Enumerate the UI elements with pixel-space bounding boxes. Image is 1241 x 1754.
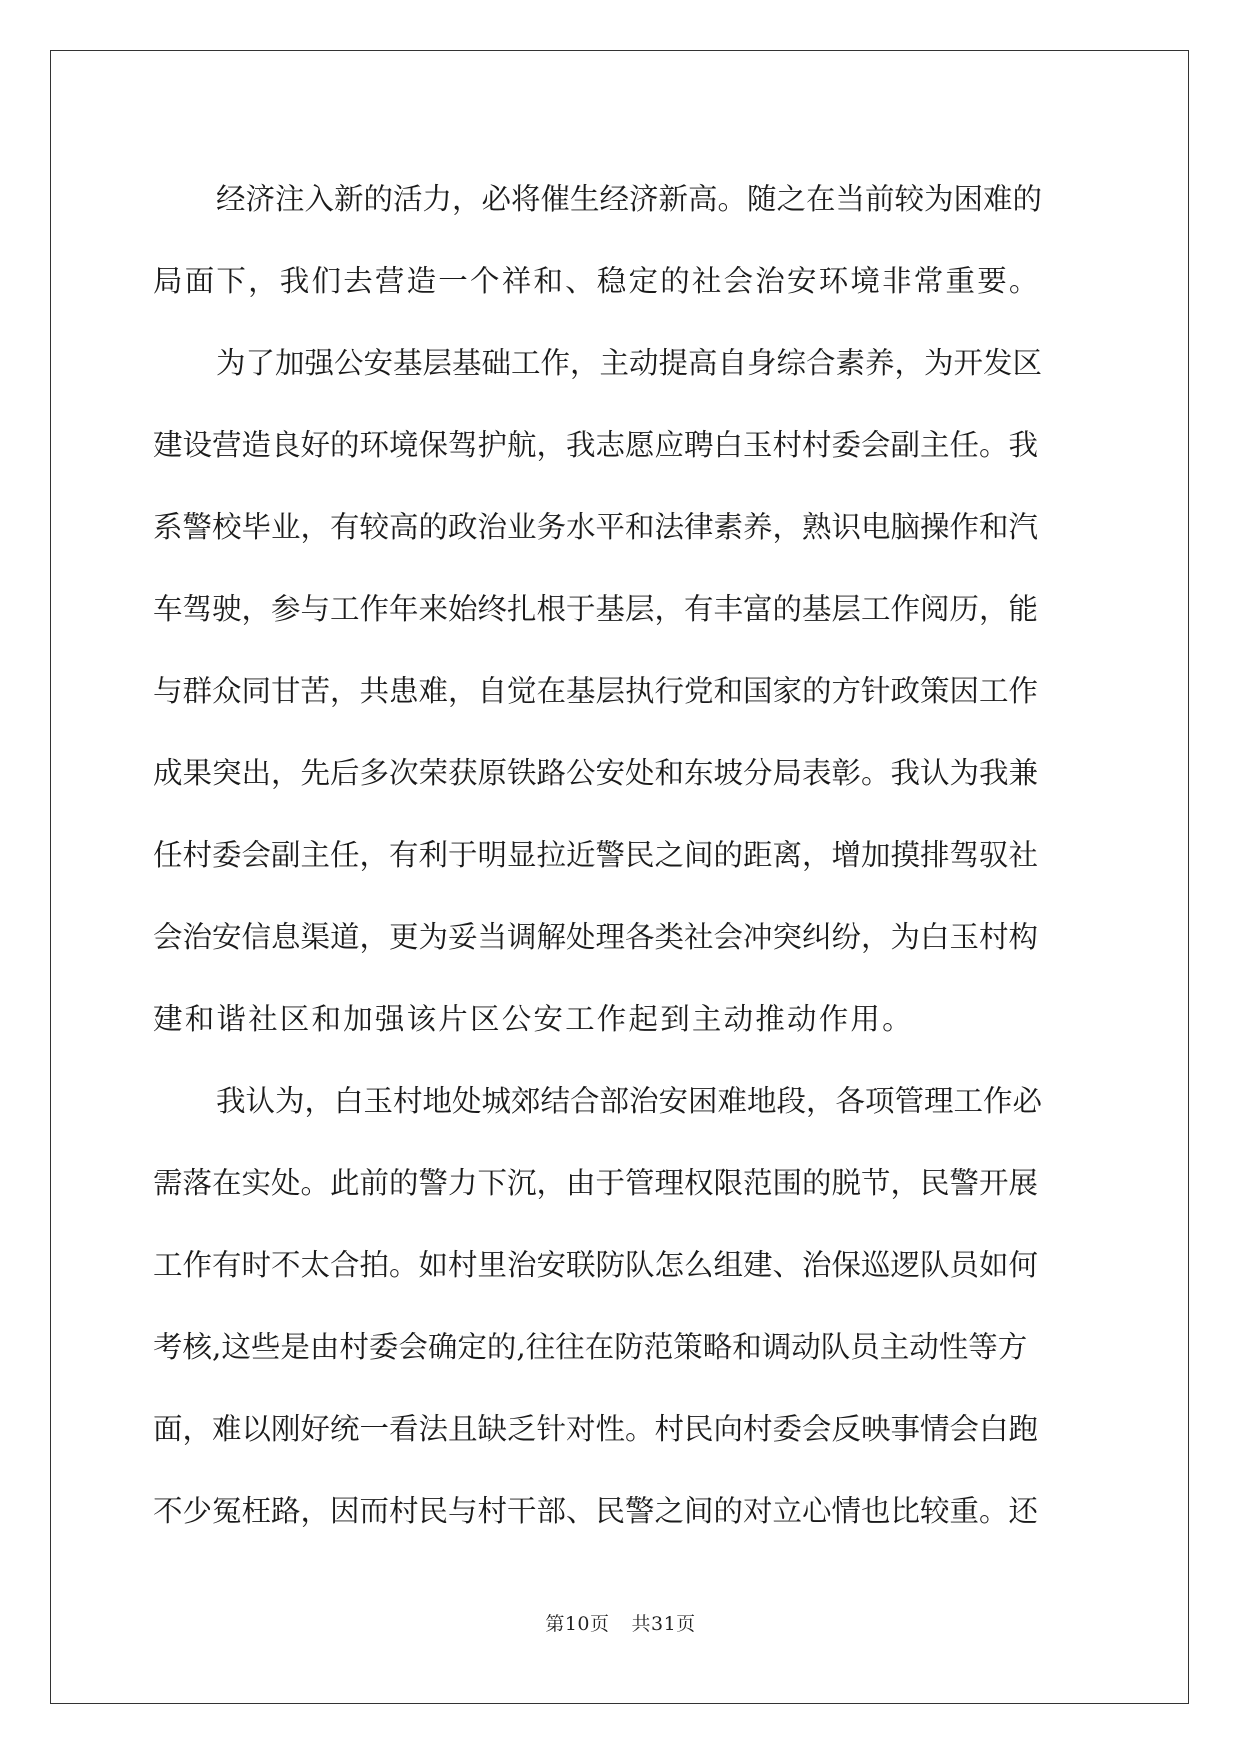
- text-line: 建和谐社区和加强该片区公安工作起到主动推动作用。: [153, 1002, 914, 1036]
- text-line: 考核,这些是由村委会确定的,往往在防范策略和调动队员主动性等方: [153, 1330, 1028, 1364]
- page-total: 共31页: [631, 1613, 696, 1635]
- text-line: 为了加强公安基层基础工作，主动提高自身综合素养，为开发区: [216, 346, 1043, 380]
- text-line: 成果突出，先后多次荣获原铁路公安处和东坡分局表彰。我认为我兼: [153, 756, 1039, 790]
- text-line: 不少冤枉路，因而村民与村干部、民警之间的对立心情也比较重。还: [153, 1494, 1039, 1528]
- text-line: 车驾驶，参与工作年来始终扎根于基层，有丰富的基层工作阅历，能: [153, 592, 1039, 626]
- paragraph-2: [153, 322, 1089, 1060]
- text-line: 我认为，白玉村地处城郊结合部治安困难地段，各项管理工作必: [216, 1084, 1043, 1118]
- page-number: 第10页: [545, 1613, 610, 1635]
- text-line: 系警校毕业，有较高的政治业务水平和法律素养，熟识电脑操作和汽: [153, 510, 1039, 544]
- text-line: 面，难以刚好统一看法且缺乏针对性。村民向村委会反映事情会白跑: [153, 1412, 1039, 1446]
- text-line: 局面下，我们去营造一个祥和、稳定的社会治安环境非常重要。: [153, 264, 1041, 298]
- text-line: 与群众同甘苦，共患难，自觉在基层执行党和国家的方针政策因工作: [153, 674, 1039, 708]
- text-line: 会治安信息渠道，更为妥当调解处理各类社会冲突纠纷，为白玉村构: [153, 920, 1039, 954]
- text-line: 经济注入新的活力，必将催生经济新高。随之在当前较为困难的: [216, 182, 1043, 216]
- text-line: 任村委会副主任，有利于明显拉近警民之间的距离，增加摸排驾驭社: [153, 838, 1039, 872]
- text-line: 建设营造良好的环境保驾护航，我志愿应聘白玉村村委会副主任。我: [153, 428, 1039, 462]
- page-footer: [0, 1609, 1241, 1636]
- text-line: 需落在实处。此前的警力下沉，由于管理权限范围的脱节，民警开展: [153, 1166, 1039, 1200]
- paragraph-1: [153, 158, 1089, 322]
- text-line: 工作有时不太合拍。如村里治安联防队怎么组建、治保巡逻队员如何: [153, 1248, 1039, 1282]
- document-body: [153, 158, 1089, 1552]
- paragraph-3: [153, 1060, 1089, 1552]
